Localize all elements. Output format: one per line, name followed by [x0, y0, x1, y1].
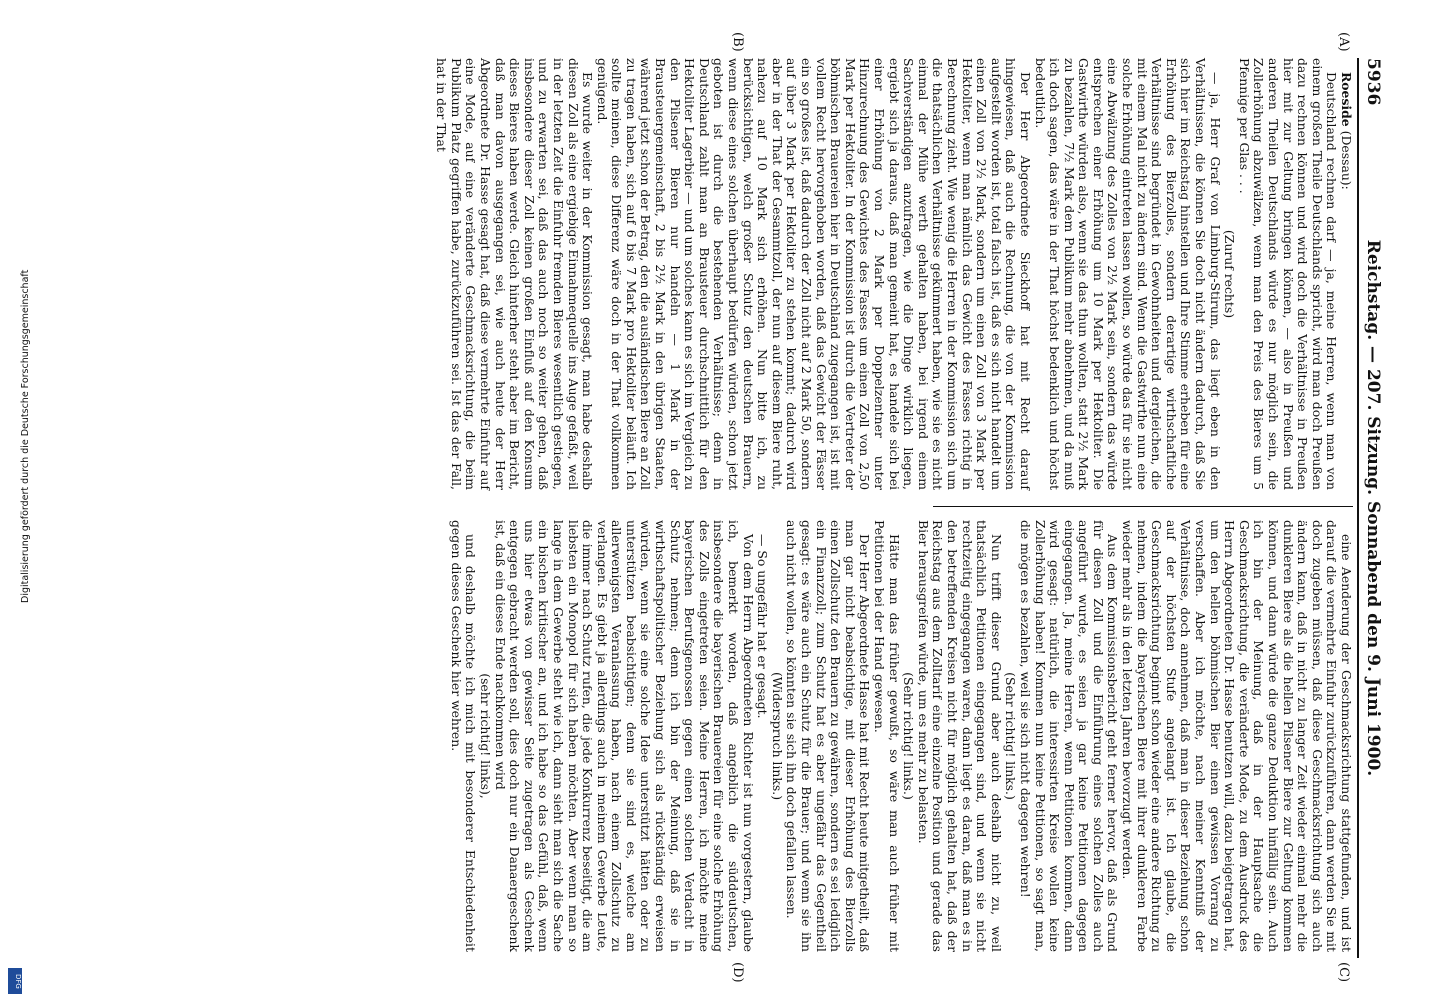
page-header [1357, 58, 1385, 958]
paragraph: Es wurde weiter in der Kommission gesagt, man habe deshalb diesen Zoll als eine ergiebige Einnahmequelle ins Auge gefaßt, weil in der letzten Zeit die Einfuhr fremden Bieres wesentlich gestiegen, und zu erwarten sei, daß das auch noch so weiter gehen, daß insbesondere dieser Zoll keinen großen Einfluß auf den Konsum dieses Bieres haben werde. Gleich hinterher steht aber im Bericht, daß man davon ausgegangen sei, wie auch heute der Herr Abgeordnete Dr. Hasse gesagt hat, daß diese vermehrte Einfuhr auf eine Mode, auf eine veränderte Geschmacksrichtung, die beim Publikum Platz gegriffen habe, zurückzuführen sei. Ist das der Fall, hat in der That [434, 58, 596, 490]
interjection: (Sehr richtig! links.) [1003, 672, 1019, 800]
paragraph: eine Aenderung der Geschmacksrichtung stattgefunden, und ist darauf die vermehrte Einfuhr zurückzuführen, dann werden Sie mit doch zugeben müssen, daß diese Geschmacksrichtung sich auch ändern kann, daß in nicht zu langer Zeit wieder einmal mehr die dunkleren Biere als die hellen Pilsener Biere zur Geltung kommen können, und dann würde die ganze Deduktion hinfällig sein. Auch ich bin der Meinung, daß in der Hauptsache die Geschmacksrichtung, die veränderte Mode, zu dem Ausdruck des Herrn Abgeordneten Dr. Hasse benutzen will, dazu beigetragen hat, um den hellen böhmischen Bier einen gewissen Vorrang zu verschaffen. Aber ich möchte, nach meiner Kenntniß der Verhältnisse, doch annehmen, daß man in dieser Beziehung schon auf der höchsten Stufe angelangt ist. Ich glaube, die Geschmacksrichtung beginnt schon wieder eine andere Richtung zu nehmen, indem die bayerischen Biere mit ihrer dunkleren Farbe wieder mehr als in den letzten Jahren bevorzugt werden. [1120, 520, 1354, 952]
margin-letter-b: (B) [730, 32, 745, 52]
digitization-note: Digitalisierung gefördert durch die Deutsche Forschungsgemeinschaft [20, 269, 31, 603]
speaker-line [1338, 58, 1353, 490]
interjection: (Widerspruch links.) [769, 671, 785, 801]
paragraph: Der Herr Abgeordnete Hasse hat mit Recht heute mitgetheilt, daß man gar nicht beabsichtige, mit dieser Erhöhung des Bierzolls einen Zollschutz den Brauern zu gewähren, sondern es sei lediglich ein Finanzzoll; zum Schutz hat es aber ungefähr das Gegentheil gesagt: es wäre auch ein Schutz für die Brauer; und wenn sie ihn auch nicht wollen, so könnten sie sich ihn doch gefallen lassen. [784, 520, 873, 952]
margin-letter-a: (A) [1336, 32, 1351, 52]
margin-letter-d: (D) [730, 962, 745, 983]
paragraph: Der Herr Abgeordnete Sieckhoff hat mit Recht darauf hingewiesen, daß auch die Rechnung, die von der Kommission aufgestellt worden ist, total falsch ist, daß es sich nicht handelt um einen Zoll von 2½ Mark, sondern um einen Zoll von 3 Mark per Hektoliter, wenn man nämlich das Gewicht des Fasses richtig in Berechnung zieht. Wie wenig die Herren in der Kommission sich um die thatsächlichen Verhältnisse gekümmert haben, wie sie es nicht einmal der Mühe werth gehalten haben, bei irgend einem Sachverständigen anzufragen, wie die Dinge wirklich liegen, ergiebt sich ja daraus, daß man gemeint hat, es handele sich bei einer Erhöhung von 2 Mark per Doppelzentner unter Hinzurechnung des Gewichtes des Fasses um einen Zoll von 2,50 Mark per Hektoliter. In der Kommission ist durch die Vertreter der böhmischen Brauereien hier in Deutschland zugegangen ist, ist mit vollem Recht hervorgehoben worden, daß das Gewicht der Fässer ein so großes ist, daß dadurch der Zoll nicht auf 2 Mark 50, sondern auf über 3 Mark per Hektoliter zu stehen kommt; dadurch wird aber in der That der Gesammtzoll, der nun auf diesem Biere ruht, nahezu auf 10 Mark sich erhöhen. Nun bitte ich, zu berücksichtigen, welch großer Schutz den deutschen Brauern, wenn diese eines solchen überhaupt bedürfen würden, schon jetzt geboten ist durch die bestehenden Verhältnisse; denn in Deutschland zahlt man an Brausteuer durchschnittlich für den Hektoliter Lagerbier — und um solches kann es sich im Vergleich zu den Pilsener Bieren nur handeln — 1 Mark in der Brausteuergemeinschaft, 2 bis 2½ Mark in den übrigen Staaten, während jetzt schon der Betrag, den die ausländischen Biere an Zoll zu tragen haben, sich auf 6 bis 7 Mark pro Hektoliter beläuft. Ich sollte meinen, diese Differenz wäre doch in der That vollkommen genügend. [594, 58, 1033, 490]
dfg-logo: DFG [8, 968, 22, 994]
page-number: 5936 [1363, 58, 1383, 106]
page-title: Reichstag. — 207. Sitzung. Sonnabend den 9. Juni 1900. [1363, 239, 1383, 777]
paragraph: Aus dem Kommissionsbericht geht ferner hervor, daß als Grund für diesen Zoll und die Einführung eines solchen Zolles auch angeführt wurde, es seien ja gar keine Petitionen dagegen eingegangen. Ja, meine Herren, wenn Petitionen kommen, dann wird gesagt: natürlich, die interessirten Kreise wollen keine Zollerhöhung haben! Kommen nun keine Petitionen, so sagt man, die mögen es bezahlen, weil sie sich nicht dagegen wehren! [1017, 520, 1121, 952]
paragraph: — ja, Herr Graf von Limburg-Stirum, das liegt eben in den Verhältnissen, die können Sie doch nicht ändern dadurch, daß Sie sich hier im Reichstag hinstellen und Ihre Stimme erheben für eine Erhöhung des Bierzolles, sondern derartige wirthschaftliche Verhältnisse sind begründet in Gewohnheiten und dergleichen, die mit einem Mal nicht zu ändern sind. Wenn die Gastwirthe nun eine solche Erhöhung eintreten lassen wollen, so würde das für sie nicht eine Abwälzung des Zolles von 2½ Mark sein, sondern das würde entsprechen einer Erhöhung um 10 Mark per Hektoliter. Die Gastwirthe würden also, wenn sie das thun wollten, statt 2½ Mark zu bezahlen, 7½ Mark dem Publikum mehr abnehmen, und da muß ich doch sagen, das wäre in der That höchst bedenklich und höchst bedeutlich. [1032, 58, 1223, 490]
speaker-place: (Dessau): [1339, 126, 1354, 190]
column-divider [933, 506, 1353, 507]
rotated-text-block [55, 32, 1385, 983]
speaker-name: Roeside [1339, 72, 1354, 127]
interjection: (sehr richtig! links), [477, 673, 493, 799]
margin-letter-c: (C) [1336, 962, 1351, 983]
paragraph: Hätte man das früher gewußt, so wäre man auch früher mit Petitionen bei der Hand gewesen. [872, 520, 902, 952]
interjection: (Sehr richtig! links.) [901, 672, 917, 800]
paragraph: Von dem Herrn Abgeordneten Richter ist nun vorgestern, glaube ich, bemerkt worden, daß angeblich die süddeutschen, insbesondere die bayerischen Brauereien für eine solche Erhöhung des Zolls eingetreten seien. Meine Herren, ich möchte meine bayerischen Berufsgenossen gegen einen solchen Verdacht in Schutz nehmen; denn ich bin der Meinung, daß sie in wirthschaftspolitischer Beziehung sich als rückständig erweisen würden, wenn sie eine solche Idee unterstützt hätten oder zu unterstützen beabsichtigen; denn sie sind es, welche am allerwenigsten Veranlassung haben, nach einem Zollschutz zu verlangen. Es giebt ja allerdings auch in meinem Gewerbe Leute, die immer nach Schutz rufen, die jede Konkurrenz beseitigt, die am liebsten ein Monopol für sich haben möchten. Aber wenn man so lange in dem Gewerbe steht wie ich, dann sieht man sich die Sache ein bischen kritischer an, und ich habe so das Gefühl, daß, wenn uns hier etwas von gewisser Seite zugetragen als Geschenk entgegen gebracht werden soll, dies doch nur ein Danaergeschenk ist, daß ein dieses Ende nachkommen wird [492, 520, 756, 952]
paragraph: Deutschland rechnen darf — ja, meine Herren, wenn man von einem großen Theile Deutschlands spricht, wird man doch Preußen dazu rechnen können und wird doch die Verhältnisse in Preußen hier mit zur Geltung bringen können, — also in Preußen und anderen Theilen Deutschlands würde es nur möglich sein, die Zollerhöhung abzuwälzen, wenn man den Preis des Bieres um 5 Pfennige per Glas . . . [1236, 58, 1340, 490]
digitization-watermark [6, 0, 31, 1000]
paragraph: — So ungefähr hat er gesagt. [755, 534, 771, 719]
interjection: (Zuruf rechts) [1222, 229, 1238, 319]
left-text-column [434, 58, 1353, 490]
right-text-column [448, 520, 1353, 952]
paragraph: Nun trifft dieser Grund aber auch deshalb nicht zu, weil thatsächlich Petitionen eingegangen sind, und wenn sie nicht rechtzeitig eingegangen waren, dann liegt es daran, daß man es in den betreffenden Kreisen nicht für möglich gehalten hat, daß der Reichstag aus dem Zolltarif eine einzelne Position und gerade das Bier herausgreifen würde, um es mehr zu belasten. [915, 520, 1004, 952]
paragraph: und deshalb möchte ich mich mit besonderer Entschiedenheit gegen dieses Geschenk hier wehren. [448, 520, 479, 952]
